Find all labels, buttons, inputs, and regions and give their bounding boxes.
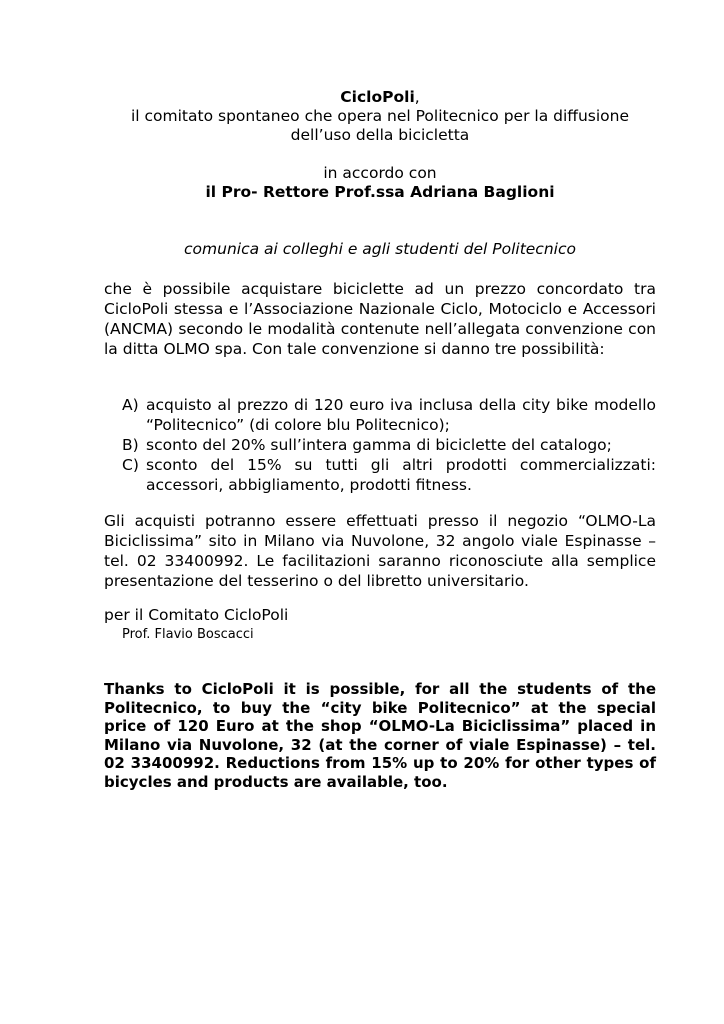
- header-description-line-2: dell’uso della bicicletta: [290, 126, 470, 144]
- header-description-line: il comitato spontaneo che opera nel Politecnico per la diffusione: [130, 107, 629, 125]
- english-summary-paragraph: Thanks to CicloPoli it is possible, for all the students of the Politecnico, to buy the “city bike Politecnico” at the special price of 120 Euro at the shop “OLMO-La Biciclissima” placed in Milano via Nuvolone, 32 (at the corner of viale Espinasse) – tel. 02 33400992. Reductions from 15% up to 20% for other types of bicycles and products are available, too.: [104, 680, 656, 791]
- announcement-subtitle: comunica ai colleghi e agli studenti del Politecnico: [184, 240, 576, 258]
- header-agreement-line: in accordo con: [323, 164, 437, 182]
- org-name-suffix: ,: [414, 88, 420, 106]
- signature-name: Prof. Flavio Boscacci: [122, 627, 254, 642]
- header-prorector-line: il Pro- Rettore Prof.ssa Adriana Baglioni: [205, 183, 555, 201]
- list-item-text: sconto del 20% sull’intera gamma di biciclette del catalogo;: [146, 436, 612, 454]
- list-marker: C): [122, 456, 139, 474]
- list-marker: A): [122, 396, 139, 414]
- purchase-paragraph: Gli acquisti potranno essere effettuati presso il negozio “OLMO-La Biciclissima” sito in Milano via Nuvolone, 32 angolo viale Espinasse – tel. 02 33400992. Le facilitazioni saranno riconosciute alla semplice presentazione del tesserino o del libretto universitario.: [104, 512, 656, 590]
- list-item-text: sconto del 15% su tutti gli altri prodotti commercializzati: accessori, abbigliamento, prodotti fitness.: [146, 456, 656, 494]
- list-item: [122, 455, 656, 495]
- intro-paragraph: che è possibile acquistare biciclette ad un prezzo concordato tra CicloPoli stessa e l’Associazione Nazionale Ciclo, Motociclo e Accessori (ANCMA) secondo le modalità contenute nell’allegata convenzione con la ditta OLMO spa. Con tale convenzione si danno tre possibilità:: [104, 280, 656, 358]
- list-item: [122, 435, 656, 455]
- options-list: [122, 395, 656, 495]
- org-name: CicloPoli: [340, 88, 415, 106]
- list-item-text: acquisto al prezzo di 120 euro iva inclusa della city bike modello “Politecnico” (di colore blu Politecnico);: [146, 396, 656, 434]
- list-item: [122, 395, 656, 435]
- list-marker: B): [122, 436, 139, 454]
- signature-title: per il Comitato CicloPoli: [104, 606, 289, 624]
